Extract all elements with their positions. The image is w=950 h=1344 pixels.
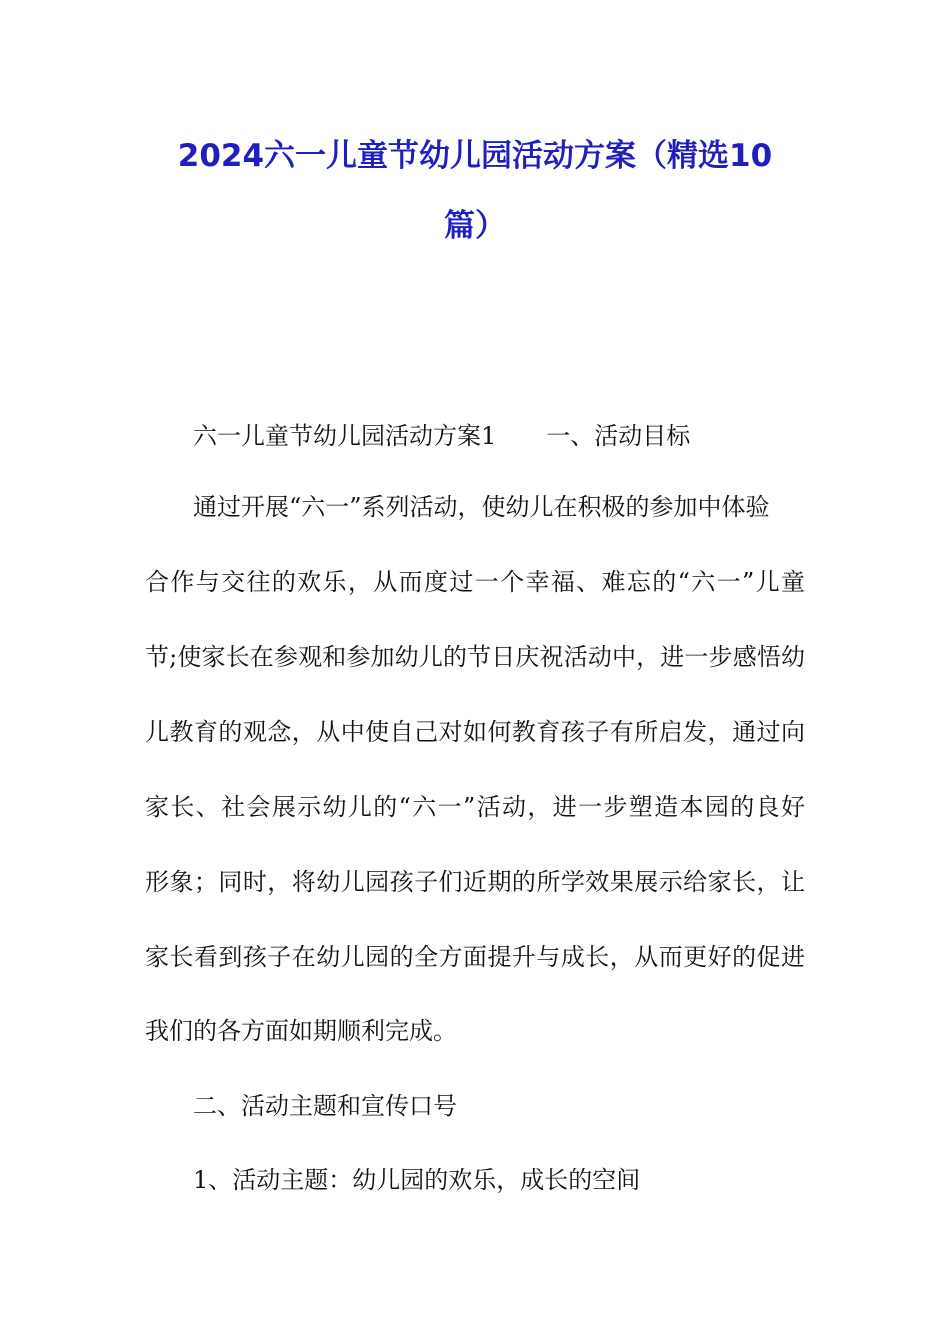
section-2-heading: 二、活动主题和宣传口号 — [193, 1092, 457, 1120]
paragraph-line: 儿教育的观念，从中使自己对如何教育孩子有所启发，通过向 — [145, 718, 805, 746]
plan-heading: 六一儿童节幼儿园活动方案1 — [193, 422, 497, 450]
document-title-line-1: 2024六一儿童节幼儿园活动方案（精选10 — [177, 138, 773, 174]
paragraph-line: 节;使家长在参观和参加幼儿的节日庆祝活动中，进一步感悟幼 — [145, 643, 805, 671]
list-item-1: 1、活动主题：幼儿园的欢乐，成长的空间 — [193, 1166, 641, 1194]
paragraph-line: 家长、社会展示幼儿的“六一”活动，进一步塑造本园的良好 — [145, 793, 805, 821]
paragraph-line: 形象；同时，将幼儿园孩子们近期的所学效果展示给家长，让 — [145, 868, 805, 896]
document-title-line-2: 篇） — [444, 208, 506, 244]
paragraph-line: 通过开展“六一”系列活动，使幼儿在积极的参加中体验 — [193, 493, 770, 521]
paragraph-line: 家长看到孩子在幼儿园的全方面提升与成长，从而更好的促进 — [145, 943, 805, 971]
paragraph-line: 合作与交往的欢乐，从而度过一个幸福、难忘的“六一”儿童 — [145, 568, 805, 596]
section-heading-row — [193, 421, 805, 451]
paragraph-line: 我们的各方面如期顺利完成。 — [145, 1017, 457, 1045]
section-1-heading: 一、活动目标 — [546, 422, 691, 450]
